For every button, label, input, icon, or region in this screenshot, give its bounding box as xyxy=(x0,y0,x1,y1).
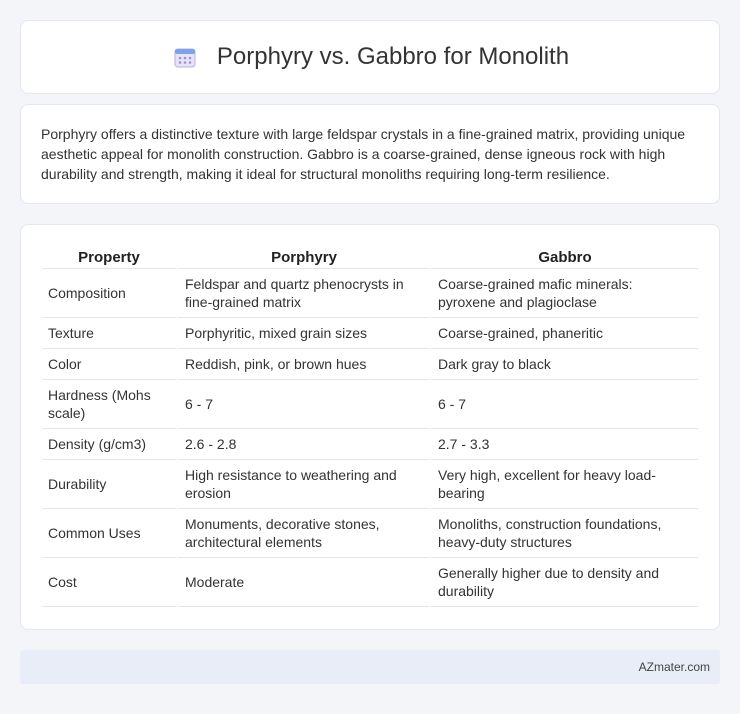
calendar-icon xyxy=(171,43,199,71)
table-row xyxy=(42,558,698,607)
cell-gabbro: Generally higher due to density and durability xyxy=(429,558,698,607)
footer-brand: AZmater.com xyxy=(638,660,710,674)
cell-gabbro: 2.7 - 3.3 xyxy=(429,429,698,460)
comparison-table xyxy=(42,247,698,607)
cell-property: Color xyxy=(42,349,176,380)
header-property: Property xyxy=(42,247,176,269)
table-row xyxy=(42,269,698,318)
cell-property: Common Uses xyxy=(42,509,176,558)
cell-property: Texture xyxy=(42,318,176,349)
comparison-card xyxy=(20,224,720,630)
cell-property: Composition xyxy=(42,269,176,318)
table-row xyxy=(42,509,698,558)
table-row xyxy=(42,460,698,509)
cell-property: Hardness (Mohs scale) xyxy=(42,380,176,429)
cell-gabbro: 6 - 7 xyxy=(429,380,698,429)
table-row xyxy=(42,349,698,380)
cell-porphyry: High resistance to weathering and erosion xyxy=(176,460,429,509)
cell-porphyry: Monuments, decorative stones, architectural elements xyxy=(176,509,429,558)
header-gabbro: Gabbro xyxy=(429,247,698,269)
cell-gabbro: Dark gray to black xyxy=(429,349,698,380)
page-title: Porphyry vs. Gabbro for Monolith xyxy=(216,43,570,70)
intro-card xyxy=(20,104,720,204)
table-row xyxy=(42,318,698,349)
cell-porphyry: Porphyritic, mixed grain sizes xyxy=(176,318,429,349)
title-card xyxy=(20,20,720,94)
cell-porphyry: Feldspar and quartz phenocrysts in fine-grained matrix xyxy=(176,269,429,318)
footer-bar xyxy=(20,650,720,684)
cell-porphyry: Reddish, pink, or brown hues xyxy=(176,349,429,380)
intro-text: Porphyry offers a distinctive texture with large feldspar crystals in a fine-grained matrix, providing unique aesthetic appeal for monolith construction. Gabbro is a coarse-grained, dense igneous rock with high durability and strength, making it ideal for structural monoliths requiring long-term resilience. xyxy=(41,126,686,182)
cell-gabbro: Very high, excellent for heavy load-bearing xyxy=(429,460,698,509)
cell-porphyry: Moderate xyxy=(176,558,429,607)
table-row xyxy=(42,429,698,460)
cell-gabbro: Monoliths, construction foundations, heavy-duty structures xyxy=(429,509,698,558)
cell-property: Density (g/cm3) xyxy=(42,429,176,460)
cell-porphyry: 6 - 7 xyxy=(176,380,429,429)
cell-property: Cost xyxy=(42,558,176,607)
table-header-row xyxy=(42,247,698,269)
cell-gabbro: Coarse-grained mafic minerals: pyroxene and plagioclase xyxy=(429,269,698,318)
cell-gabbro: Coarse-grained, phaneritic xyxy=(429,318,698,349)
header-porphyry: Porphyry xyxy=(176,247,429,269)
table-row xyxy=(42,380,698,429)
cell-porphyry: 2.6 - 2.8 xyxy=(176,429,429,460)
cell-property: Durability xyxy=(42,460,176,509)
